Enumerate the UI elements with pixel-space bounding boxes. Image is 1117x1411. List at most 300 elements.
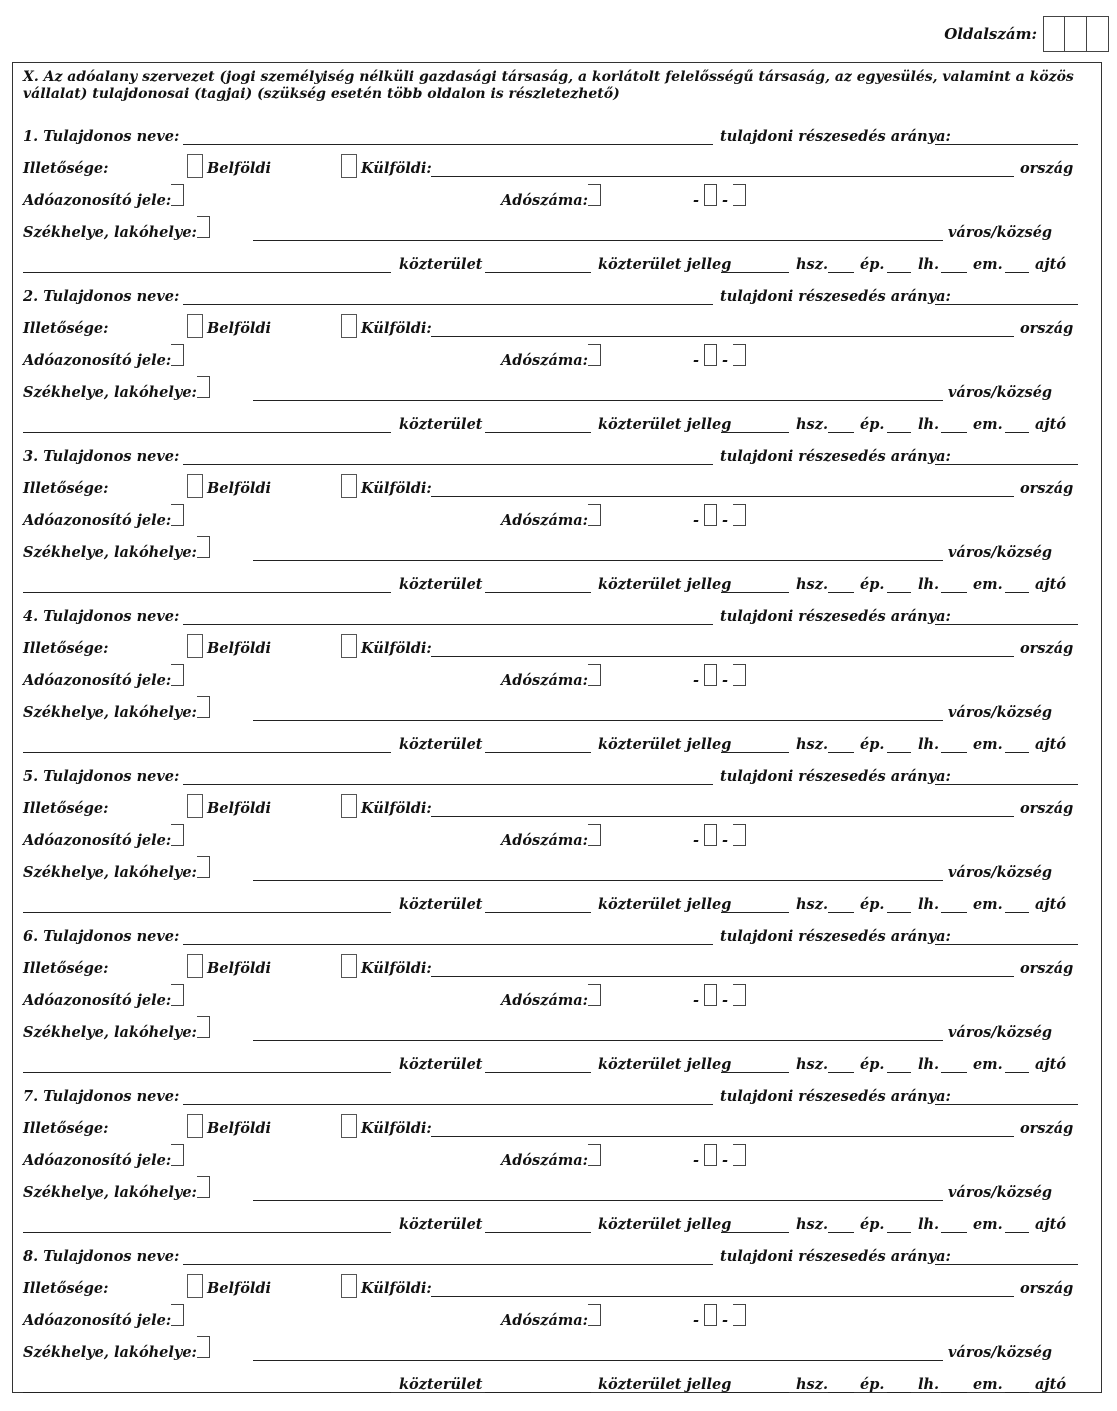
floor-field[interactable]: [941, 592, 967, 593]
tax-id-label: Adóazonosító jele:: [23, 512, 172, 529]
door-field[interactable]: [1005, 912, 1029, 913]
page-number-digit-box[interactable]: [1087, 16, 1109, 52]
foreign-label: Külföldi:: [361, 640, 432, 657]
owner-name-field[interactable]: [183, 464, 713, 465]
stairway-label: lh.: [918, 736, 940, 753]
tax-row: [23, 505, 1083, 533]
city-field[interactable]: [253, 1200, 943, 1201]
postal-code-digit-box[interactable]: [197, 216, 210, 238]
domestic-checkbox[interactable]: [187, 1114, 203, 1138]
owner-name-field[interactable]: [183, 624, 713, 625]
owner-number: 3.: [23, 448, 39, 465]
floor-field[interactable]: [941, 912, 967, 913]
street-label: közterület: [399, 576, 483, 593]
tax-id-digit-box[interactable]: [171, 184, 184, 206]
street-type-label: közterület jelleg: [598, 736, 732, 753]
seat-row: [23, 1017, 1083, 1045]
city-field[interactable]: [253, 400, 943, 401]
door-label: ajtó: [1035, 1376, 1067, 1393]
share-field[interactable]: [935, 784, 1078, 785]
foreign-checkbox[interactable]: [341, 954, 357, 978]
city-field[interactable]: [253, 1360, 943, 1361]
street-label: közterület: [399, 1216, 483, 1233]
street-field[interactable]: [23, 1392, 391, 1393]
floor-field[interactable]: [941, 752, 967, 753]
seat-row: [23, 1337, 1083, 1365]
tax-number-digit-box[interactable]: [704, 1144, 717, 1166]
tax-number-label: Adószáma:: [501, 992, 588, 1009]
building-label: ép.: [860, 1376, 885, 1393]
door-label: ajtó: [1035, 896, 1067, 913]
share-field[interactable]: [935, 944, 1078, 945]
building-label: ép.: [860, 416, 885, 433]
share-field[interactable]: [935, 1264, 1078, 1265]
building-label: ép.: [860, 1056, 885, 1073]
tax-number-dash: -: [722, 1152, 729, 1169]
floor-field[interactable]: [941, 1392, 967, 1393]
building-field[interactable]: [828, 1392, 854, 1393]
tax-number-digit-box[interactable]: [588, 184, 601, 206]
city-label: város/község: [948, 1024, 1053, 1041]
stairway-field[interactable]: [887, 912, 911, 913]
owner-name-label: [23, 1248, 179, 1265]
postal-code-digit-box[interactable]: [197, 696, 210, 718]
owner-number: 4.: [23, 608, 39, 625]
tax-row: [23, 345, 1083, 373]
tax-number-label: Adószáma:: [501, 1312, 588, 1329]
tax-number-digit-box[interactable]: [588, 504, 601, 526]
stairway-field[interactable]: [887, 432, 911, 433]
tax-number-digit-box[interactable]: [733, 824, 746, 846]
domestic-checkbox[interactable]: [187, 474, 203, 498]
stairway-label: lh.: [918, 1376, 940, 1393]
stairway-field[interactable]: [887, 592, 911, 593]
owner-number: 6.: [23, 928, 39, 945]
street-type-label: közterület jelleg: [598, 1376, 732, 1393]
owner-name-field[interactable]: [183, 1104, 713, 1105]
door-label: ajtó: [1035, 416, 1067, 433]
stairway-label: lh.: [918, 896, 940, 913]
country-label: ország: [1020, 800, 1074, 817]
city-field[interactable]: [253, 560, 943, 561]
domestic-checkbox[interactable]: [187, 1274, 203, 1298]
postal-code-digit-box[interactable]: [197, 856, 210, 878]
door-field[interactable]: [1005, 272, 1029, 273]
street-label: közterület: [399, 1376, 483, 1393]
foreign-country-field[interactable]: [431, 336, 1014, 337]
street-field[interactable]: [23, 272, 391, 273]
domestic-checkbox[interactable]: [187, 314, 203, 338]
tax-number-digit-box[interactable]: [733, 984, 746, 1006]
tax-number-dash: -: [693, 1312, 700, 1329]
tax-number-dash: -: [693, 1152, 700, 1169]
street-type-label: közterület jelleg: [598, 576, 732, 593]
tax-id-label: Adóazonosító jele:: [23, 192, 172, 209]
tax-number-dash: -: [693, 192, 700, 209]
tax-number-dash: -: [722, 672, 729, 689]
tax-number-digit-box[interactable]: [733, 1144, 746, 1166]
page-number-digit-box[interactable]: [1065, 16, 1087, 52]
foreign-country-field[interactable]: [431, 656, 1014, 657]
tax-number-digit-box[interactable]: [704, 344, 717, 366]
door-label: ajtó: [1035, 1056, 1067, 1073]
residence-row: [23, 313, 1083, 341]
tax-number-label: Adószáma:: [501, 512, 588, 529]
foreign-checkbox[interactable]: [341, 474, 357, 498]
tax-number-dash: -: [722, 832, 729, 849]
stairway-field[interactable]: [887, 752, 911, 753]
share-field[interactable]: [935, 144, 1078, 145]
seat-label: Székhelye, lakóhelye:: [23, 1344, 197, 1361]
share-label: tulajdoni részesedés aránya:: [720, 928, 951, 945]
door-field[interactable]: [1005, 1232, 1029, 1233]
tax-number-digit-box[interactable]: [704, 1304, 717, 1326]
tax-row: [23, 185, 1083, 213]
address-row: [23, 1049, 1083, 1077]
owner-name-row: [23, 1081, 1083, 1109]
page-number-digit-box[interactable]: [1043, 16, 1065, 52]
tax-number-digit-box[interactable]: [733, 1304, 746, 1326]
owner-name-row: [23, 441, 1083, 469]
house-number-label: hsz.: [796, 416, 828, 433]
domestic-checkbox[interactable]: [187, 794, 203, 818]
floor-label: em.: [973, 1376, 1003, 1393]
residence-label: Illetősége:: [23, 480, 109, 497]
door-label: ajtó: [1035, 736, 1067, 753]
house-number-field[interactable]: [721, 1392, 789, 1393]
residence-row: [23, 633, 1083, 661]
owner-name-field[interactable]: [183, 304, 713, 305]
owner-name-suffix: Tulajdonos neve:: [43, 128, 180, 145]
building-field[interactable]: [828, 912, 854, 913]
owner-block: [13, 1081, 1101, 1241]
street-field[interactable]: [23, 432, 391, 433]
stairway-label: lh.: [918, 416, 940, 433]
postal-code-digit-box[interactable]: [197, 376, 210, 398]
street-field[interactable]: [23, 1072, 391, 1073]
house-number-field[interactable]: [721, 272, 789, 273]
owner-name-label: [23, 928, 179, 945]
tax-id-digit-box[interactable]: [171, 344, 184, 366]
owner-name-field[interactable]: [183, 144, 713, 145]
country-label: ország: [1020, 960, 1074, 977]
foreign-label: Külföldi:: [361, 1120, 432, 1137]
tax-id-digit-box[interactable]: [171, 1144, 184, 1166]
street-label: közterület: [399, 736, 483, 753]
owner-name-label: [23, 448, 179, 465]
tax-number-digit-box[interactable]: [704, 664, 717, 686]
tax-row: [23, 1305, 1083, 1333]
street-field[interactable]: [23, 912, 391, 913]
foreign-checkbox[interactable]: [341, 1114, 357, 1138]
street-field[interactable]: [23, 752, 391, 753]
share-label: tulajdoni részesedés aránya:: [720, 288, 951, 305]
tax-number-digit-box[interactable]: [588, 824, 601, 846]
foreign-checkbox[interactable]: [341, 314, 357, 338]
tax-id-digit-box[interactable]: [171, 824, 184, 846]
street-type-field[interactable]: [485, 1392, 591, 1393]
residence-label: Illetősége:: [23, 320, 109, 337]
seat-row: [23, 1177, 1083, 1205]
tax-number-digit-box[interactable]: [733, 184, 746, 206]
owner-name-row: [23, 121, 1083, 149]
city-field[interactable]: [253, 880, 943, 881]
street-type-label: közterület jelleg: [598, 1216, 732, 1233]
postal-code-digit-box[interactable]: [197, 536, 210, 558]
residence-label: Illetősége:: [23, 1280, 109, 1297]
floor-label: em.: [973, 256, 1003, 273]
street-field[interactable]: [23, 592, 391, 593]
foreign-checkbox[interactable]: [341, 154, 357, 178]
owner-number: 5.: [23, 768, 39, 785]
stairway-field[interactable]: [887, 1072, 911, 1073]
floor-label: em.: [973, 896, 1003, 913]
country-label: ország: [1020, 640, 1074, 657]
building-label: ép.: [860, 256, 885, 273]
domestic-checkbox[interactable]: [187, 154, 203, 178]
tax-id-digit-box[interactable]: [171, 504, 184, 526]
seat-label: Székhelye, lakóhelye:: [23, 1184, 197, 1201]
owner-name-label: [23, 128, 179, 145]
house-number-label: hsz.: [796, 256, 828, 273]
building-field[interactable]: [828, 1232, 854, 1233]
country-label: ország: [1020, 480, 1074, 497]
domestic-label: Belföldi: [207, 160, 272, 177]
tax-number-digit-box[interactable]: [733, 664, 746, 686]
page-number-boxes[interactable]: [1043, 16, 1109, 52]
tax-number-digit-box[interactable]: [704, 984, 717, 1006]
tax-number-digit-box[interactable]: [588, 664, 601, 686]
share-field[interactable]: [935, 304, 1078, 305]
seat-label: Székhelye, lakóhelye:: [23, 384, 197, 401]
floor-label: em.: [973, 416, 1003, 433]
street-type-field[interactable]: [485, 432, 591, 433]
door-field[interactable]: [1005, 1392, 1029, 1393]
tax-number-dash: -: [722, 1312, 729, 1329]
share-field[interactable]: [935, 1104, 1078, 1105]
street-type-field[interactable]: [485, 1232, 591, 1233]
owner-name-field[interactable]: [183, 944, 713, 945]
owner-name-row: [23, 601, 1083, 629]
building-field[interactable]: [828, 272, 854, 273]
tax-id-label: Adóazonosító jele:: [23, 992, 172, 1009]
tax-number-dash: -: [693, 352, 700, 369]
floor-label: em.: [973, 1216, 1003, 1233]
floor-label: em.: [973, 1056, 1003, 1073]
house-number-field[interactable]: [721, 752, 789, 753]
tax-number-digit-box[interactable]: [588, 1144, 601, 1166]
seat-label: Székhelye, lakóhelye:: [23, 704, 197, 721]
tax-id-digit-box[interactable]: [171, 664, 184, 686]
tax-number-digit-box[interactable]: [704, 824, 717, 846]
owner-name-suffix: Tulajdonos neve:: [43, 1248, 180, 1265]
residence-label: Illetősége:: [23, 1120, 109, 1137]
floor-field[interactable]: [941, 432, 967, 433]
door-field[interactable]: [1005, 592, 1029, 593]
seat-label: Székhelye, lakóhelye:: [23, 224, 197, 241]
foreign-country-field[interactable]: [431, 1296, 1014, 1297]
share-label: tulajdoni részesedés aránya:: [720, 1248, 951, 1265]
street-type-label: közterület jelleg: [598, 1056, 732, 1073]
owner-block: [13, 281, 1101, 441]
owner-name-suffix: Tulajdonos neve:: [43, 608, 180, 625]
domestic-label: Belföldi: [207, 320, 272, 337]
foreign-checkbox[interactable]: [341, 794, 357, 818]
door-label: ajtó: [1035, 576, 1067, 593]
owner-name-row: [23, 761, 1083, 789]
floor-field[interactable]: [941, 1232, 967, 1233]
residence-label: Illetősége:: [23, 160, 109, 177]
street-type-field[interactable]: [485, 272, 591, 273]
house-number-field[interactable]: [721, 1072, 789, 1073]
foreign-country-field[interactable]: [431, 496, 1014, 497]
street-type-label: közterület jelleg: [598, 416, 732, 433]
city-field[interactable]: [253, 240, 943, 241]
house-number-field[interactable]: [721, 912, 789, 913]
address-row: [23, 1369, 1083, 1397]
foreign-label: Külföldi:: [361, 960, 432, 977]
postal-code-digit-box[interactable]: [197, 1176, 210, 1198]
door-field[interactable]: [1005, 1072, 1029, 1073]
domestic-label: Belföldi: [207, 640, 272, 657]
street-type-field[interactable]: [485, 752, 591, 753]
residence-row: [23, 953, 1083, 981]
residence-label: Illetősége:: [23, 800, 109, 817]
tax-number-digit-box[interactable]: [733, 504, 746, 526]
residence-label: Illetősége:: [23, 640, 109, 657]
foreign-checkbox[interactable]: [341, 634, 357, 658]
residence-label: Illetősége:: [23, 960, 109, 977]
foreign-label: Külföldi:: [361, 160, 432, 177]
seat-row: [23, 217, 1083, 245]
stairway-label: lh.: [918, 1216, 940, 1233]
share-field[interactable]: [935, 464, 1078, 465]
house-number-field[interactable]: [721, 1232, 789, 1233]
owner-name-label: [23, 768, 179, 785]
street-label: közterület: [399, 256, 483, 273]
postal-code-digit-box[interactable]: [197, 1336, 210, 1358]
city-label: város/község: [948, 1344, 1053, 1361]
page-number-label: Oldalszám:: [944, 25, 1037, 43]
owner-name-field[interactable]: [183, 784, 713, 785]
city-label: város/község: [948, 704, 1053, 721]
foreign-country-field[interactable]: [431, 1136, 1014, 1137]
tax-number-label: Adószáma:: [501, 352, 588, 369]
city-label: város/község: [948, 224, 1053, 241]
street-field[interactable]: [23, 1232, 391, 1233]
domestic-checkbox[interactable]: [187, 634, 203, 658]
building-field[interactable]: [828, 592, 854, 593]
owner-name-suffix: Tulajdonos neve:: [43, 1088, 180, 1105]
seat-row: [23, 537, 1083, 565]
tax-id-label: Adóazonosító jele:: [23, 1312, 172, 1329]
floor-field[interactable]: [941, 1072, 967, 1073]
street-label: közterület: [399, 416, 483, 433]
stairway-field[interactable]: [887, 272, 911, 273]
country-label: ország: [1020, 1120, 1074, 1137]
owner-block: [13, 441, 1101, 601]
domestic-label: Belföldi: [207, 1280, 272, 1297]
foreign-country-field[interactable]: [431, 176, 1014, 177]
tax-number-digit-box[interactable]: [588, 984, 601, 1006]
share-label: tulajdoni részesedés aránya:: [720, 1088, 951, 1105]
tax-number-digit-box[interactable]: [704, 184, 717, 206]
seat-row: [23, 697, 1083, 725]
residence-row: [23, 793, 1083, 821]
door-field[interactable]: [1005, 752, 1029, 753]
tax-number-digit-box[interactable]: [704, 504, 717, 526]
door-label: ajtó: [1035, 1216, 1067, 1233]
owner-block: [13, 761, 1101, 921]
stairway-label: lh.: [918, 576, 940, 593]
tax-number-dash: -: [722, 992, 729, 1009]
foreign-country-field[interactable]: [431, 816, 1014, 817]
foreign-label: Külföldi:: [361, 800, 432, 817]
street-type-field[interactable]: [485, 912, 591, 913]
share-label: tulajdoni részesedés aránya:: [720, 608, 951, 625]
building-field[interactable]: [828, 752, 854, 753]
postal-code-digit-box[interactable]: [197, 1016, 210, 1038]
tax-number-label: Adószáma:: [501, 672, 588, 689]
house-number-field[interactable]: [721, 432, 789, 433]
door-label: ajtó: [1035, 256, 1067, 273]
share-field[interactable]: [935, 624, 1078, 625]
tax-number-digit-box[interactable]: [588, 1304, 601, 1326]
floor-field[interactable]: [941, 272, 967, 273]
owner-number: 8.: [23, 1248, 39, 1265]
domestic-label: Belföldi: [207, 800, 272, 817]
foreign-country-field[interactable]: [431, 976, 1014, 977]
seat-row: [23, 377, 1083, 405]
city-field[interactable]: [253, 1040, 943, 1041]
city-field[interactable]: [253, 720, 943, 721]
owner-name-row: [23, 1241, 1083, 1269]
share-label: tulajdoni részesedés aránya:: [720, 768, 951, 785]
street-type-field[interactable]: [485, 592, 591, 593]
building-field[interactable]: [828, 432, 854, 433]
tax-row: [23, 665, 1083, 693]
house-number-label: hsz.: [796, 1376, 828, 1393]
seat-row: [23, 857, 1083, 885]
door-field[interactable]: [1005, 432, 1029, 433]
address-row: [23, 569, 1083, 597]
building-field[interactable]: [828, 1072, 854, 1073]
address-row: [23, 1209, 1083, 1237]
stairway-field[interactable]: [887, 1232, 911, 1233]
stairway-field[interactable]: [887, 1392, 911, 1393]
tax-row: [23, 825, 1083, 853]
owner-name-field[interactable]: [183, 1264, 713, 1265]
tax-number-digit-box[interactable]: [733, 344, 746, 366]
address-row: [23, 249, 1083, 277]
tax-id-digit-box[interactable]: [171, 1304, 184, 1326]
foreign-checkbox[interactable]: [341, 1274, 357, 1298]
tax-number-dash: -: [693, 672, 700, 689]
domestic-label: Belföldi: [207, 1120, 272, 1137]
tax-number-digit-box[interactable]: [588, 344, 601, 366]
street-type-field[interactable]: [485, 1072, 591, 1073]
seat-label: Székhelye, lakóhelye:: [23, 544, 197, 561]
house-number-field[interactable]: [721, 592, 789, 593]
city-label: város/község: [948, 864, 1053, 881]
domestic-checkbox[interactable]: [187, 954, 203, 978]
foreign-label: Külföldi:: [361, 320, 432, 337]
house-number-label: hsz.: [796, 896, 828, 913]
city-label: város/község: [948, 1184, 1053, 1201]
house-number-label: hsz.: [796, 1216, 828, 1233]
tax-id-digit-box[interactable]: [171, 984, 184, 1006]
residence-row: [23, 473, 1083, 501]
